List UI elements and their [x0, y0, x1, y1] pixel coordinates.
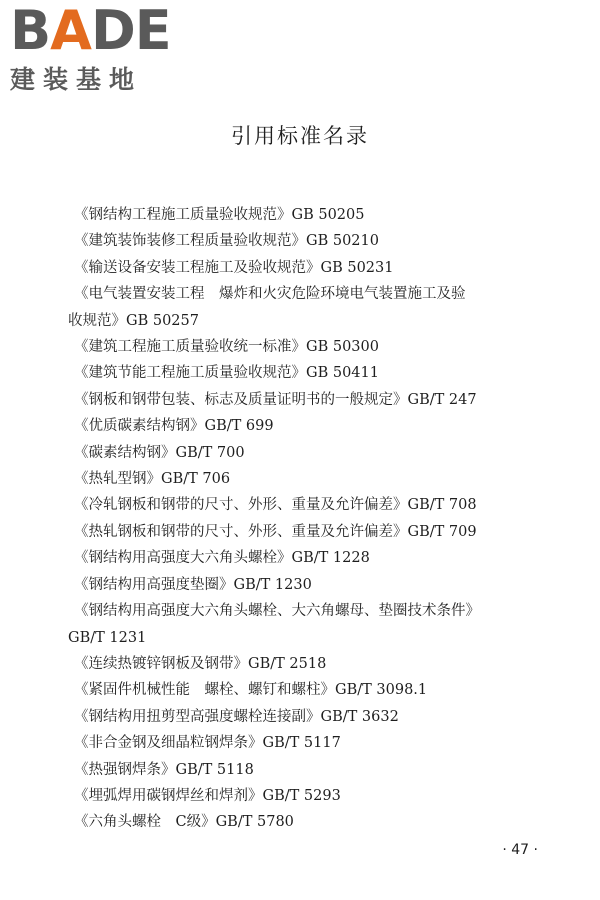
reference-item: 《连续热镀锌钢板及钢带》GB/T 2518	[74, 655, 327, 672]
reference-item: 《钢结构用高强度大六角头螺栓、大六角螺母、垫圈技术条件》	[74, 603, 480, 620]
logo-subtitle: 建装基地	[10, 65, 143, 94]
reference-item: 《输送设备安装工程施工及验收规范》GB 50231	[74, 259, 394, 276]
page-title: 引用标准名录	[231, 124, 369, 148]
reference-item: 《建筑装饰装修工程质量验收规范》GB 50210	[74, 233, 379, 250]
reference-item: 《钢板和钢带包装、标志及质量证明书的一般规定》GB/T 247	[74, 391, 477, 408]
reference-item: 《热强钢焊条》GB/T 5118	[74, 761, 254, 778]
logo-letter-a: A	[50, 0, 91, 62]
reference-item: 《非合金钢及细晶粒钢焊条》GB/T 5117	[74, 735, 341, 752]
bade-logo	[10, 0, 180, 96]
reference-item: 《紧固件机械性能 螺栓、螺钉和螺柱》GB/T 3098.1	[74, 682, 428, 699]
reference-item: 《冷轧钢板和钢带的尺寸、外形、重量及允许偏差》GB/T 708	[74, 497, 477, 514]
reference-item-continuation: 收规范》GB 50257	[68, 312, 199, 329]
reference-item: 《热轧型钢》GB/T 706	[74, 471, 231, 488]
reference-item: 《钢结构用高强度垫圈》GB/T 1230	[74, 576, 312, 593]
logo-letters-de: DE	[90, 0, 171, 62]
reference-item: 《建筑节能工程施工质量验收规范》GB 50411	[74, 365, 379, 382]
reference-item: 《热轧钢板和钢带的尺寸、外形、重量及允许偏差》GB/T 709	[74, 523, 477, 540]
reference-item: 《电气装置安装工程 爆炸和火灾危险环境电气装置施工及验	[74, 286, 466, 303]
reference-item: 《钢结构用高强度大六角头螺栓》GB/T 1228	[74, 550, 370, 567]
reference-item-continuation: GB/T 1231	[68, 629, 147, 646]
reference-item: 《钢结构工程施工质量验收规范》GB 50205	[74, 207, 365, 223]
reference-item: 《碳素结构钢》GB/T 700	[74, 444, 245, 461]
reference-item: 《钢结构用扭剪型高强度螺栓连接副》GB/T 3632	[74, 708, 399, 725]
reference-item: 《埋弧焊用碳钢焊丝和焊剂》GB/T 5293	[74, 787, 341, 804]
reference-item: 《优质碳素结构钢》GB/T 699	[74, 418, 274, 435]
reference-item: 《建筑工程施工质量验收统一标准》GB 50300	[74, 339, 379, 356]
reference-list	[68, 202, 574, 836]
page-number: · 47 ·	[502, 842, 538, 858]
logo-letter-b: B	[10, 0, 51, 62]
logo-wordmark	[10, 0, 180, 62]
reference-item: 《六角头螺栓 C级》GB/T 5780	[74, 814, 294, 831]
